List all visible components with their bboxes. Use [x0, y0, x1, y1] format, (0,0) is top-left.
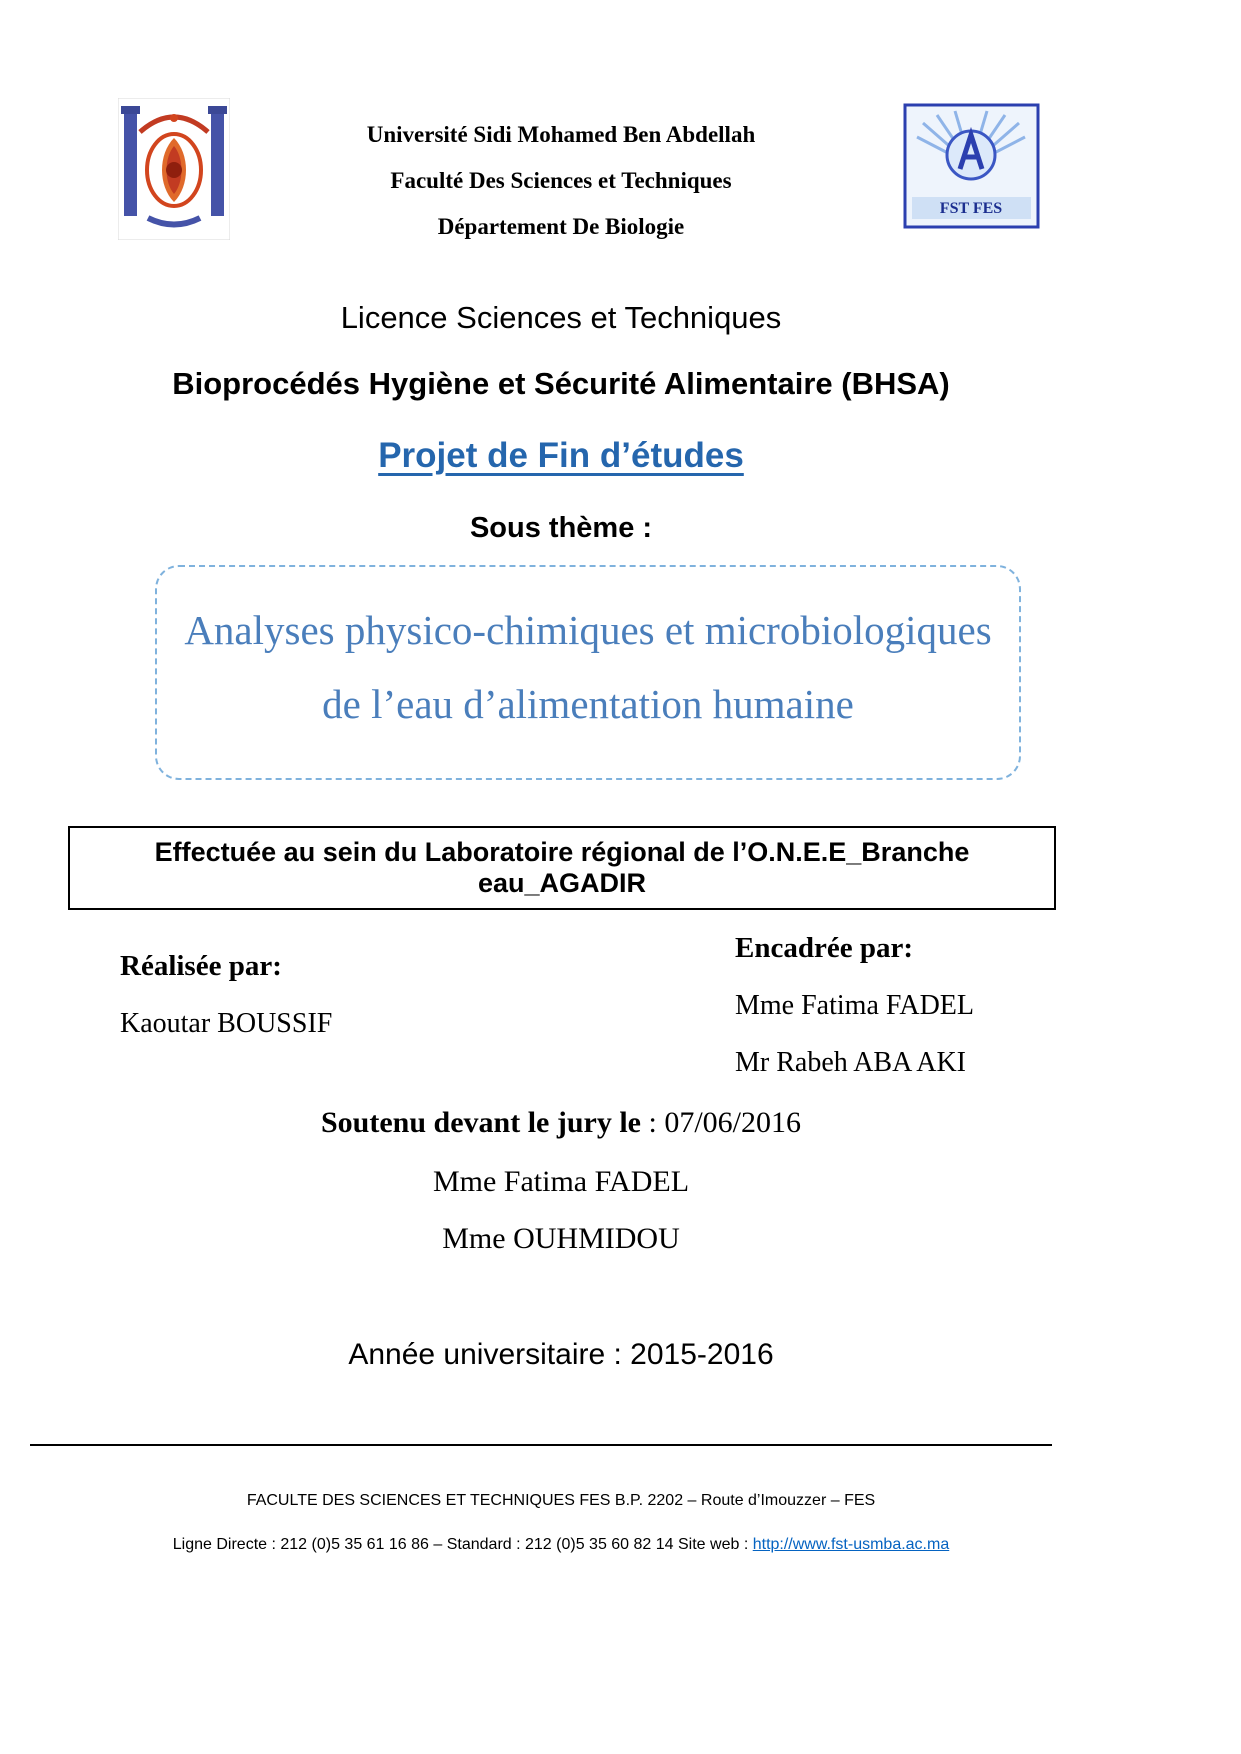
footer-contact: [0, 1536, 1122, 1554]
author-name: Kaoutar BOUSSIF: [120, 1008, 333, 1039]
header-text-block: [0, 112, 1122, 250]
footer-divider: [30, 1444, 1052, 1446]
fst-fes-caption: FST FES: [939, 200, 1003, 217]
footer-address: FACULTE DES SCIENCES ET TECHNIQUES FES B.P. 2202 – Route d’Imouzzer – FES: [246, 1492, 876, 1509]
author-section: [120, 950, 332, 1040]
thesis-title-line2: de l’eau d’alimentation humaine: [322, 681, 854, 727]
supervisor-name: Mr Rabeh ABA AKI: [735, 1047, 966, 1078]
footer-website-link[interactable]: http://www.fst-usmba.ac.ma: [752, 1536, 950, 1553]
supervisor-label: Encadrée par:: [735, 932, 913, 964]
jury-separator: :: [641, 1106, 665, 1139]
host-lab-banner: Effectuée au sein du Laboratoire régional de l’O.N.E.E_Branche eau_AGADIR: [68, 826, 1056, 910]
thesis-title-box: [155, 565, 1021, 780]
supervisor-name: Mme Fatima FADEL: [735, 990, 975, 1021]
author-label: Réalisée par:: [120, 950, 282, 982]
jury-date-line: [0, 1106, 1122, 1140]
program-title: Licence Sciences et Techniques: [340, 300, 782, 335]
thesis-title-line1: Analyses physico-chimiques et microbiologiques: [184, 607, 992, 653]
university-name: Université Sidi Mohamed Ben Abdellah: [366, 122, 756, 147]
project-type-title: Projet de Fin d’études: [378, 436, 744, 475]
supervisor-section: [735, 932, 974, 1079]
footer-contact-text: Ligne Directe : 212 (0)5 35 61 16 86 – Standard : 212 (0)5 35 60 82 14 Site web :: [172, 1536, 753, 1553]
subtheme-label: Sous thème :: [469, 512, 653, 544]
faculty-name: Faculté Des Sciences et Techniques: [390, 168, 732, 193]
department-name: Département De Biologie: [437, 214, 685, 239]
jury-member: Mme Fatima FADEL: [432, 1165, 690, 1198]
academic-year: Année universitaire : 2015-2016: [348, 1338, 774, 1371]
jury-label: Soutenu devant le jury le: [320, 1106, 641, 1139]
jury-member: Mme OUHMIDOU: [442, 1222, 680, 1255]
jury-date: 07/06/2016: [664, 1106, 802, 1139]
specialty-title: Bioprocédés Hygiène et Sécurité Alimentaire (BHSA): [172, 366, 950, 401]
